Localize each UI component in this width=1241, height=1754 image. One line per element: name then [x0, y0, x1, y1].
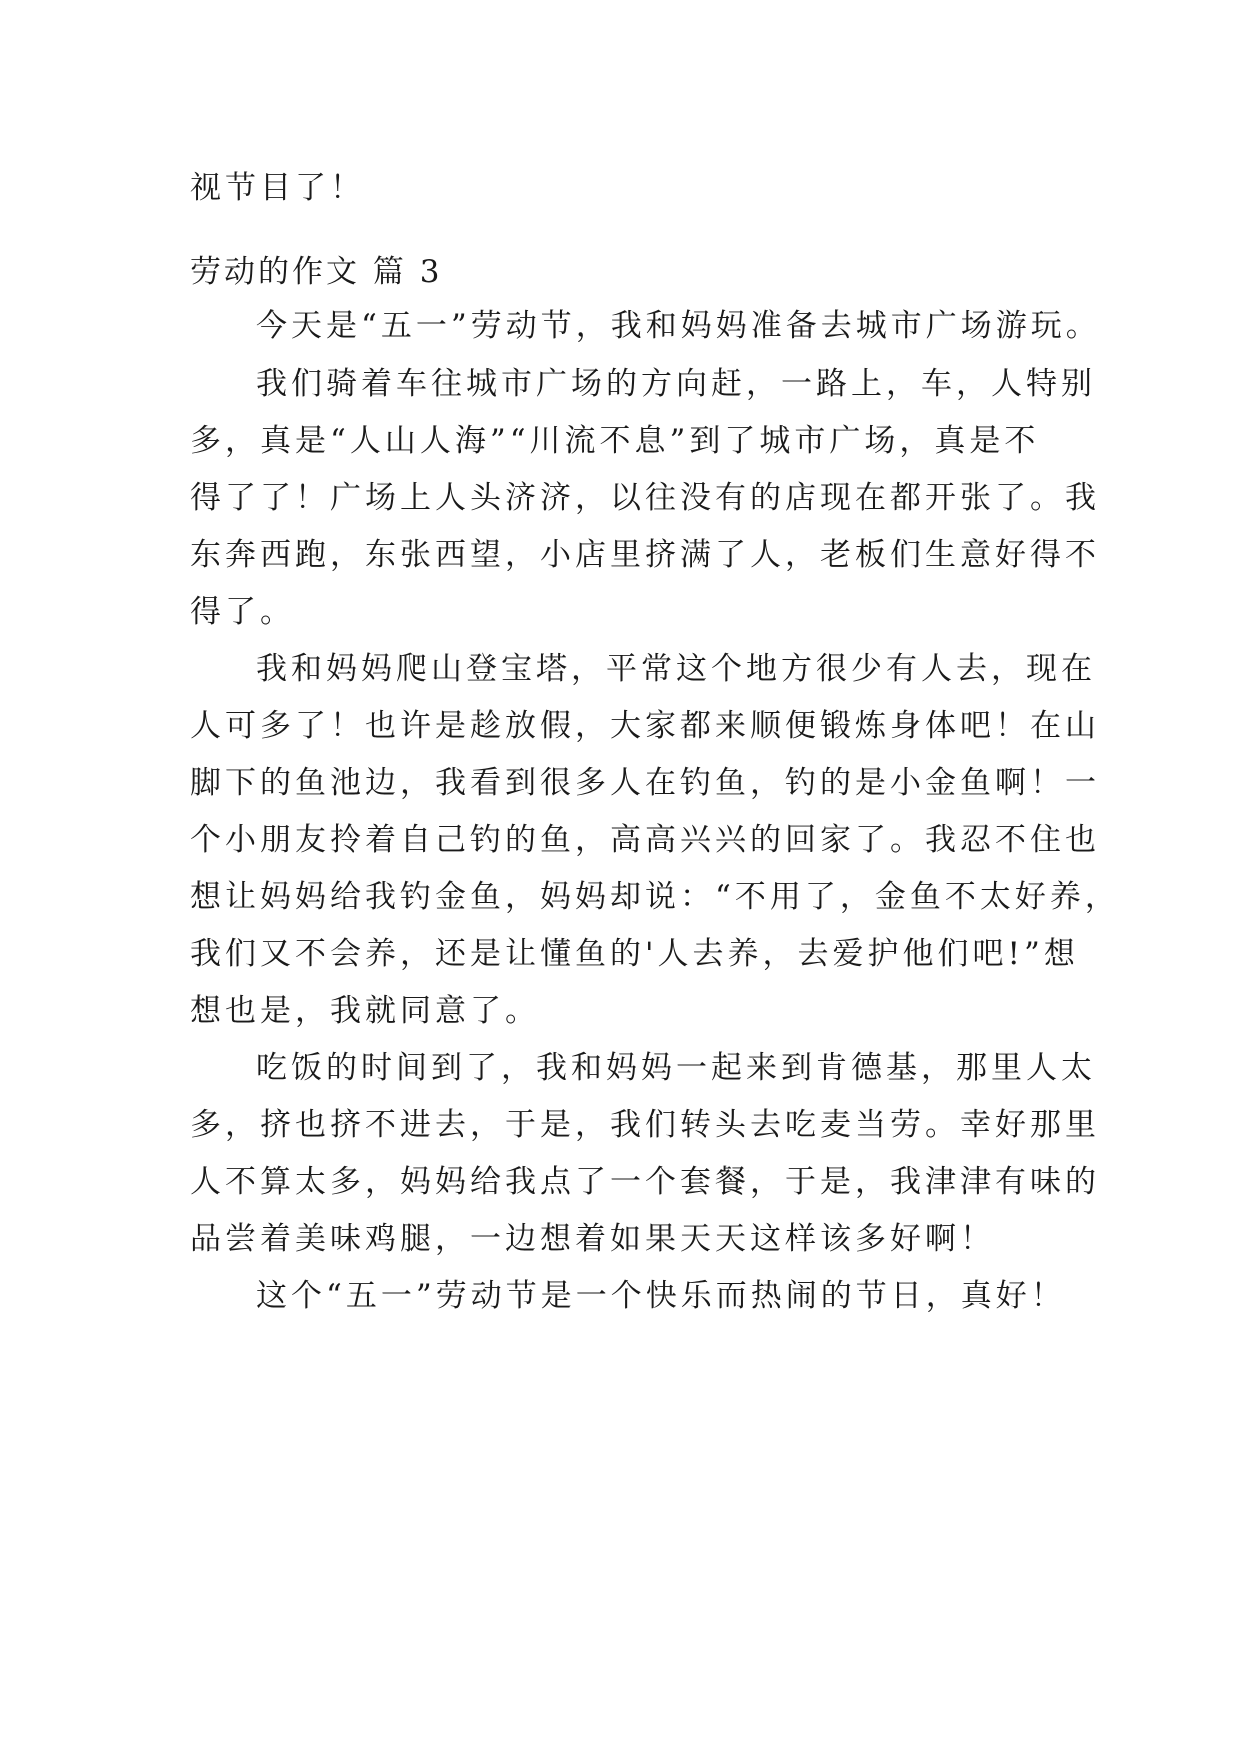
paragraph-line: 多，挤也挤不进去，于是，我们转头去吃麦当劳。幸好那里: [190, 1107, 1100, 1143]
paragraph-line: 东奔西跑，东张西望，小店里挤满了人，老板们生意好得不: [190, 537, 1100, 573]
paragraph-line: 我们骑着车往城市广场的方向赶，一路上，车，人特别: [256, 366, 1096, 402]
paragraph-line: 人不算太多，妈妈给我点了一个套餐，于是，我津津有味的: [190, 1164, 1100, 1200]
paragraph-line: 得了。: [190, 594, 295, 630]
paragraph-line: 得了了！广场上人头济济，以往没有的店现在都开张了。我: [190, 480, 1100, 516]
paragraph-line: 个小朋友拎着自己钓的鱼，高高兴兴的回家了。我忍不住也: [190, 822, 1100, 858]
paragraph-line: 脚下的鱼池边，我看到很多人在钓鱼，钓的是小金鱼啊！一: [190, 765, 1100, 801]
essay-heading: 劳动的作文 篇 3: [190, 254, 443, 290]
paragraph-line: 想也是，我就同意了。: [190, 993, 540, 1029]
continuation-text: 视节目了！: [190, 170, 365, 206]
paragraph-line: 我们又不会养，还是让懂鱼的'人去养，去爱护他们吧!”想: [190, 936, 1079, 972]
paragraph-line: 多，真是“人山人海”“川流不息”到了城市广场，真是不: [190, 423, 1040, 459]
paragraph-line: 人可多了！也许是趁放假，大家都来顺便锻炼身体吧！在山: [190, 708, 1100, 744]
paragraph-line: 今天是“五一”劳动节，我和妈妈准备去城市广场游玩。: [256, 308, 1101, 344]
paragraph-line: 这个“五一”劳动节是一个快乐而热闹的节日，真好！: [256, 1278, 1066, 1314]
paragraph-line: 品尝着美味鸡腿，一边想着如果天天这样该多好啊！: [190, 1221, 995, 1257]
paragraph-line: 我和妈妈爬山登宝塔，平常这个地方很少有人去，现在: [256, 651, 1096, 687]
paragraph-line: 想让妈妈给我钓金鱼，妈妈却说：“不用了，金鱼不太好养，: [190, 879, 1120, 915]
paragraph-line: 吃饭的时间到了，我和妈妈一起来到肯德基，那里人太: [256, 1050, 1096, 1086]
